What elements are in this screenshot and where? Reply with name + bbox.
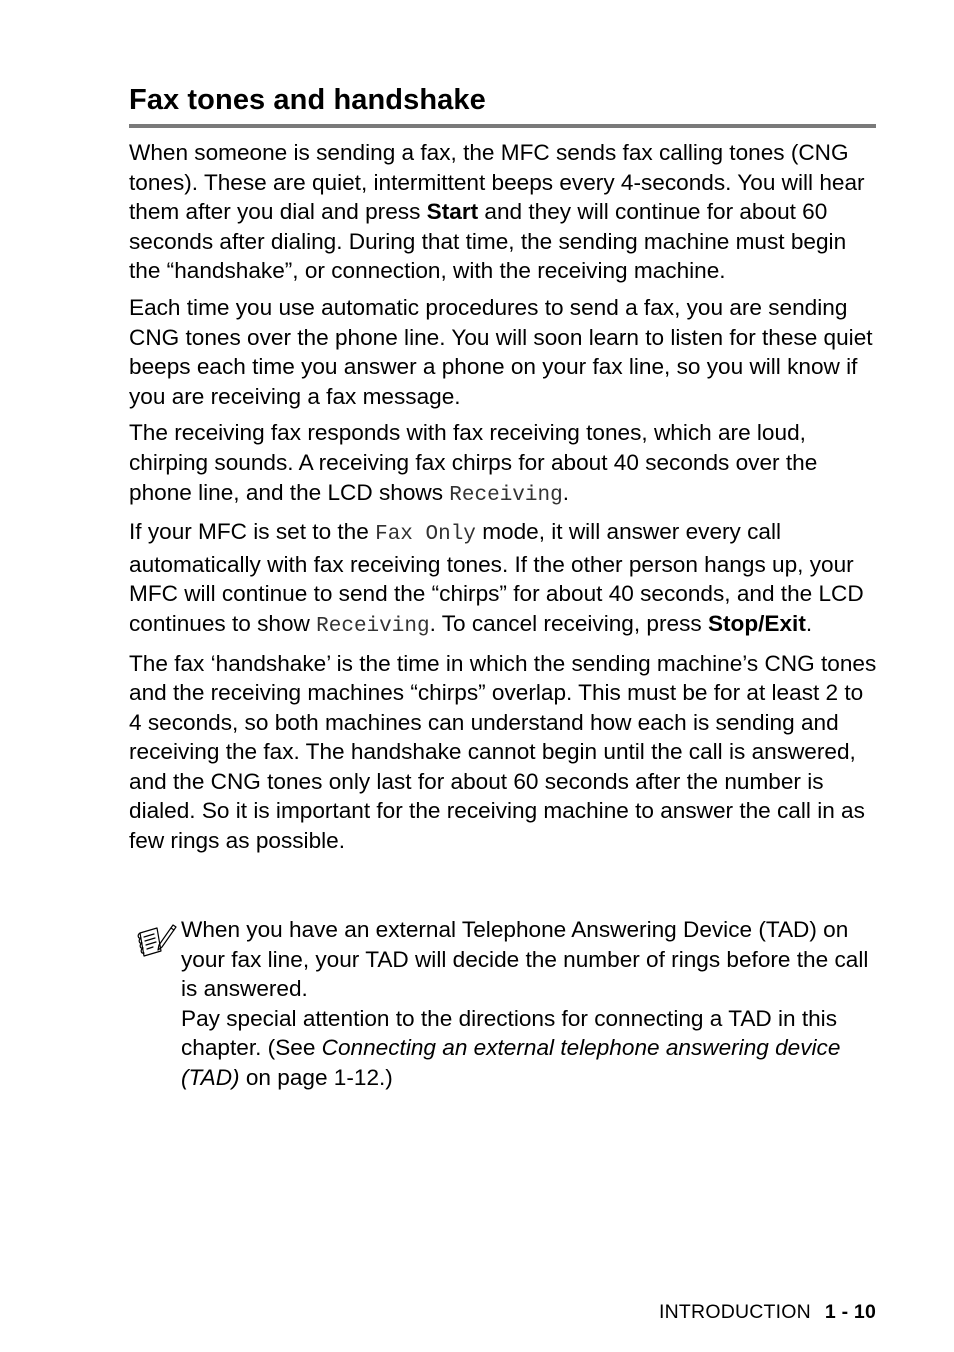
stop-exit-key-label: Stop/Exit — [707, 610, 806, 636]
footer-section-label: INTRODUCTION — [659, 1301, 811, 1323]
paragraph-cng-tones — [129, 138, 877, 286]
cross-reference-link: Connecting an external telephone answering device (TAD) — [181, 1035, 841, 1090]
paragraph-text: mode, it will answer every call automatically with fax receiving tones. If the other person hangs up, your MFC will continue to send the “chirps” for about 40 seconds, and the LCD continues to show — [129, 519, 864, 636]
paragraph-text: and they will continue for about 60 seconds after dialing. During that time, the sending machine must begin the “handshake”, or connection, with the receiving machine. — [129, 199, 847, 284]
note-line-reference — [181, 1004, 877, 1093]
paragraph-text: When someone is sending a fax, the MFC sends fax calling tones (CNG tones). These are quiet, intermittent beeps every 4-seconds. You will hear them after you dial and press — [129, 140, 865, 225]
note-pencil-icon — [135, 921, 177, 961]
lcd-message-receiving: Receiving — [316, 614, 430, 638]
section-title: Fax tones and handshake — [129, 84, 486, 116]
paragraph-text: The receiving fax responds with fax receiving tones, which are loud, chirping sounds. A receiving fax chirps for about 40 seconds over the phone line, and the LCD shows — [129, 420, 818, 505]
paragraph-text: The fax ‘handshake’ is the time in which the sending machine’s CNG tones and the receiving machines “chirps” overlap. This must be for at least 2 to 4 seconds, so both machines can understand how each is sending and receiving the fax. The handshake cannot begin until the call is answered, and the CNG tones only last for about 60 seconds after the number is dialed. So it is important for the receiving machine to answer the call in as few rings as possible. — [129, 650, 877, 854]
note-line-tad: When you have an external Telephone Answering Device (TAD) on your fax line, your TAD will decide the number of rings before the call is answered. — [181, 917, 869, 1002]
paragraph-text: . — [805, 610, 813, 636]
paragraph-handshake — [129, 649, 877, 856]
title-underline-rule — [129, 124, 876, 128]
paragraph-automatic-procedures — [129, 293, 877, 411]
body-text — [129, 138, 877, 863]
lcd-message-fax-only: Fax Only — [375, 523, 476, 547]
note-box — [129, 915, 877, 1093]
paragraph-text: Each time you use automatic procedures to send a fax, you are sending CNG tones over the phone line. You will soon learn to listen for these quiet beeps each time you answer a phone on your fax line, so you will know if you are receiving a fax message. — [129, 294, 873, 409]
lcd-message-receiving: Receiving — [449, 483, 563, 507]
note-text — [181, 915, 877, 1093]
note-text-span: Pay special attention to the directions for connecting a TAD in this chapter. (See — [181, 1005, 838, 1061]
start-key-label: Start — [426, 199, 479, 225]
page-footer — [560, 1300, 876, 1324]
paragraph-text: . — [562, 479, 569, 505]
note-text-span: on page 1-12.) — [239, 1064, 393, 1090]
paragraph-fax-only-mode — [129, 517, 877, 641]
paragraph-receiving-tones — [129, 418, 877, 510]
paragraph-text: If your MFC is set to the — [129, 519, 376, 545]
footer-page-number: 1 - 10 — [824, 1301, 876, 1323]
paragraph-text: . To cancel receiving, press — [429, 610, 708, 636]
